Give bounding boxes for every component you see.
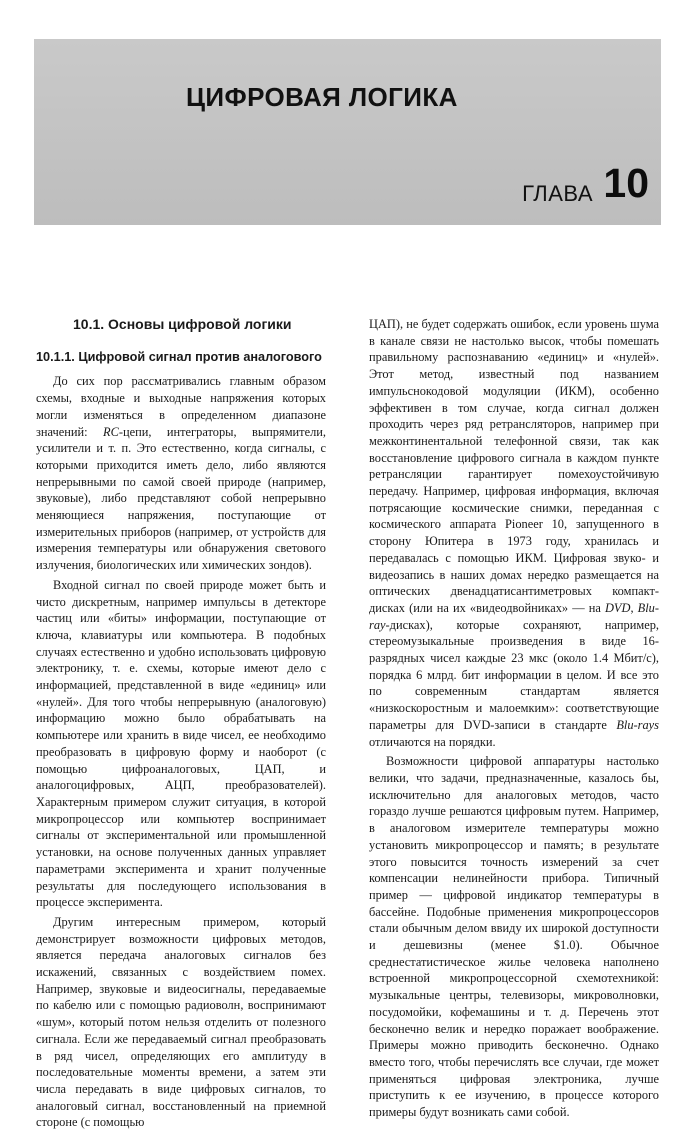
subsection-title: 10.1.1. Цифровой сигнал против аналогового	[36, 349, 322, 364]
left-column	[36, 316, 326, 1131]
chapter-label: ГЛАВА	[522, 181, 593, 206]
paragraph: До сих пор рассматривались главным образом схемы, входные и выходные напряжения которых могли изменяться в определенном диапазоне значений: RC-цепи, интеграторы, выпрямители, усилители и т. п. Это естественно, когда сигналы, с которыми приходится иметь дело, либо являются непрерывными по самой своей природе (например, звуковые), либо представляют собой непрерывно меняющиеся напряжения, поступающие от измерительных приборов (например, от устройств для измерения температуры или обнаружения светового излучения, биологических или химических зондов).	[36, 374, 326, 573]
paragraph: Входной сигнал по своей природе может быть и чисто дискретным, например импульсы в детекторе частиц или «биты» информации, поступающие от ключа, клавиатуры или компьютера. В подобных случаях естественно и удобно использовать цифровую электронику, т. е. схемы, которые имеют дело с информацией, представленной в виде «единиц» или «нулей». Для того чтобы непрерывную (аналоговую) информацию можно было обрабатывать на компьютере или хранить в виде чисел, ее необходимо преобразовать в цифровую форму и наоборот (с помощью цифроаналоговых, ЦАП, и аналогоцифровых, АЦП, преобразователей). Характерным примером служит ситуация, в которой микропроцессор или компьютер воспринимает сигналы от экспериментальной или промышленной установки, на основе полученных данных управляет параметрами эксперимента и хранит полученные результаты для последующего использования в процессе эксперимента.	[36, 577, 326, 910]
paragraph: Возможности цифровой аппаратуры настолько велики, что задачи, предназначенные, казалось бы, исключительно для аналоговых методов, часто гораздо лучше решаются цифровым путем. Например, в аналоговом измерителе температуры можно установить микропроцессор и память; в результате этого повысится точность измерений за счет компенсации нелинейности прибора. Типичный пример — цифровой индикатор температуры в бассейне. Подобные применения микропроцессоров стали обычным делом ввиду их широкой доступности и дешевизны (менее $1.0). Обычное среднестатистическое жилье человека наполнено встроенной микропроцессорной схемотехникой: музыкальные центры, телевизоры, микроволновки, посудомойки, кофемашины и т. д. Перечень этот бесконечно велик и нередко поражает воображение. Примеры можно приводить бесконечно. Однако вместо того, чтобы перечислять все случаи, где может применяться цифровая электроника, лучше приступить к ее изучению, в процессе которого примеры будут возникать сами собой.	[369, 754, 659, 1120]
right-column	[369, 316, 659, 1121]
chapter-number: 10	[603, 160, 649, 206]
chapter-title: ЦИФРОВАЯ ЛОГИКА	[186, 82, 458, 112]
section-title: 10.1. Основы цифровой логики	[73, 316, 292, 332]
paragraph: ЦАП), не будет содержать ошибок, если уровень шума в канале связи не настолько высок, чтобы помешать правильному распознаванию «единиц» и «нулей». Этот метод, известный под названием импульснокодовой модуляции (ИКМ), особенно эффективен в том случае, когда сигнал должен проходить через ряд ретрансляторов, например при межконтинентальной телефонной связи, так как восстановление цифрового сигнала в каждом пункте ретрансляции гарантирует помехоустойчивую передачу. Например, цифровая информация, включая потрясающие космические снимки, переданная с космического аппарата Pioneer 10, запущенного в сторону Юпитера в 1973 году, хранилась и передавалась с помощью ИКМ. Цифровая звуко- и видеозапись в наших домах нередко размещается на оптических двенадцатисантиметровых компакт-дисках (или на их «видеодвойниках» — на DVD, Blu-ray-дисках), которые сохраняют, например, стереомузыкальные произведения в виде 16-разрядных чисел каждые 23 мкс (около 1.4 Мбит/с), порядка 6 млрд. бит информации в целом. И все это по современным стандартам является «низкоскоростным и малоемким»: соответствующие параметры для DVD-записи в стандарте Blu-rays отличаются на порядки.	[369, 317, 659, 749]
paragraph: Другим интересным примером, который демонстрирует возможности цифровых методов, является передача аналоговых сигналов без искажений, связанных с воздействием помех. Например, звуковые и видеосигналы, передаваемые по кабелю или с помощью радиоволн, воспринимают «шум», который потом нельзя отделить от полезного сигнала. Если же передаваемый сигнал преобразовать в ряд чисел, определяющих его амплитуду в последовательные моменты времени, а затем эти числа передавать в виде цифровых сигналов, то аналоговый сигнал, восстановленный на приемной стороне (с помощью	[36, 914, 326, 1130]
